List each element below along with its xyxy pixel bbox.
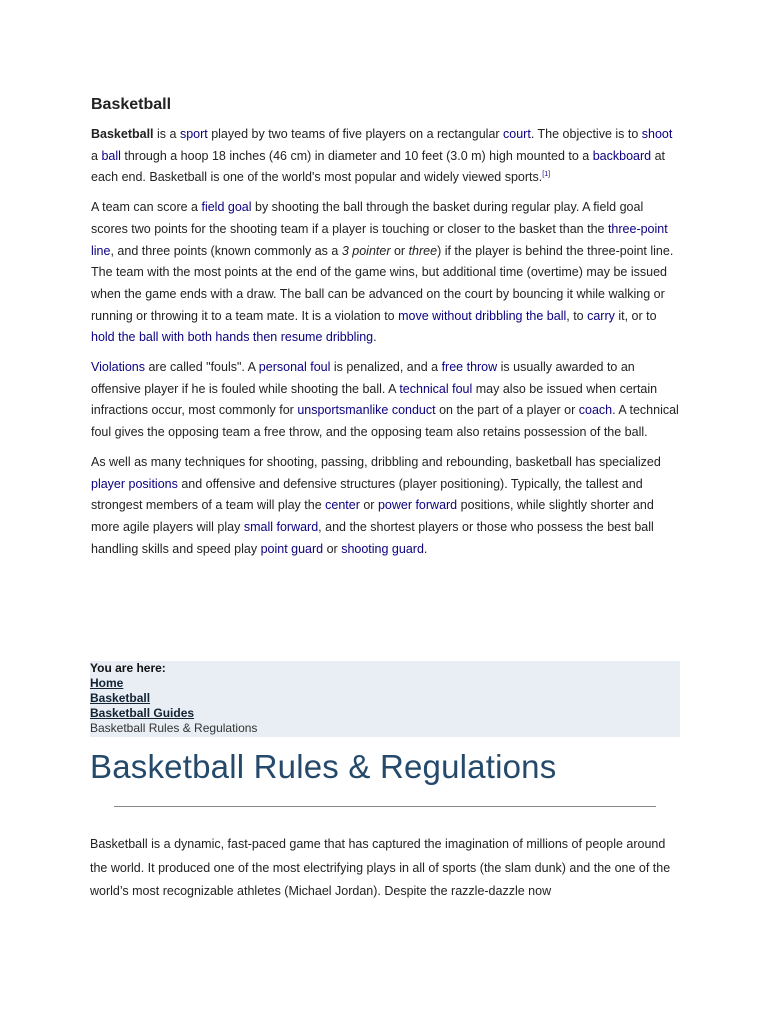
link-sport[interactable]: sport <box>179 127 208 141</box>
link-backboard[interactable]: backboard <box>592 148 652 163</box>
link-shooting-guard[interactable]: shooting guard <box>341 541 424 556</box>
link-three-point-line[interactable]: three-point line <box>91 221 668 258</box>
paragraph-fouls <box>91 357 681 444</box>
italic-term: 3 pointer <box>341 243 391 258</box>
link-court[interactable]: court <box>503 127 531 141</box>
text: and offensive and defensive structures (player positioning). Typically, the tallest and strongest members of a team will play the <box>91 476 643 513</box>
text: on the part of a player or <box>435 403 579 418</box>
link-carry[interactable]: carry <box>587 308 615 323</box>
link-power-forward[interactable]: power forward <box>377 498 458 513</box>
text: ) if the player is behind the three-point line. The team with the most points at the end of the game wins, but additional time (overtime) may be issued when the game ends with a draw. The ball can be advanced on the court by bouncing it while walking or running or throwing it to a team mate. It is a violation to <box>91 243 674 323</box>
text: , and three points (known commonly as a <box>110 243 342 258</box>
text: A team can score a <box>91 200 202 215</box>
breadcrumb-home-link[interactable]: Home <box>90 676 124 690</box>
breadcrumb-label: You are here: <box>90 661 166 675</box>
title-divider <box>114 806 656 807</box>
link-field-goal[interactable]: field goal <box>201 200 252 215</box>
link-shoot[interactable]: shoot <box>641 127 673 141</box>
text: or <box>359 498 378 513</box>
breadcrumb-guides-link[interactable]: Basketball Guides <box>90 706 195 720</box>
text: is a <box>153 127 180 141</box>
text: . The objective is to <box>530 127 642 141</box>
text: may also be issued when certain infractions occur, most commonly for <box>91 381 658 418</box>
link-center[interactable]: center <box>325 498 360 513</box>
link-traveling[interactable]: move without dribbling the ball <box>398 308 567 323</box>
text: by shooting the ball through the basket during regular play. A field goal scores two points for the shooting team if a player is touching or closer to the basket than the <box>91 200 644 236</box>
link-unsportsmanlike-conduct[interactable]: unsportsmanlike conduct <box>297 403 436 418</box>
text: at each end. Basketball is one of the world's most popular and widely viewed sports. <box>91 148 665 185</box>
text: or <box>323 541 342 556</box>
paragraph-scoring <box>91 197 681 349</box>
italic-term: three <box>408 243 438 258</box>
link-coach[interactable]: coach <box>578 403 613 418</box>
link-player-positions[interactable]: player positions <box>91 476 178 491</box>
text: is penalized, and a <box>330 360 442 375</box>
text: a <box>91 148 102 163</box>
text: played by two teams of five players on a rectangular <box>207 127 504 141</box>
link-technical-foul[interactable]: technical foul <box>399 381 473 396</box>
text: is usually awarded to an offensive player if he is fouled while shooting the ball. A <box>91 360 635 396</box>
text: . A technical foul gives the opposing team a free throw, and the opposing team also retains possession of the ball. <box>91 403 679 440</box>
link-free-throw[interactable]: free throw <box>441 360 498 375</box>
link-ball[interactable]: ball <box>101 148 121 163</box>
link-point-guard[interactable]: point guard <box>260 541 324 556</box>
link-small-forward[interactable]: small forward <box>243 519 319 534</box>
link-double-dribble[interactable]: hold the ball with both hands then resume dribbling <box>91 330 374 345</box>
text: , and the shortest players or those who possess the best ball handling skills and speed play <box>91 519 654 556</box>
reference-link[interactable]: [1] <box>542 171 551 179</box>
breadcrumb-current: Basketball Rules & Regulations <box>90 721 258 735</box>
paragraph-positions <box>91 452 681 561</box>
text: As well as many techniques for shooting, passing, dribbling and rebounding, basketball has specialized <box>91 454 661 469</box>
text: it, or to <box>614 308 657 323</box>
text: through a hoop 18 inches (46 cm) in diameter and 10 feet (3.0 m) high mounted to a <box>120 148 593 163</box>
text: . <box>423 541 428 556</box>
text: positions, while slightly shorter and more agile players will play <box>91 498 654 534</box>
breadcrumb <box>90 661 680 737</box>
bold-term: Basketball <box>91 127 154 141</box>
text: . <box>373 330 377 345</box>
paragraph-intro <box>91 124 681 189</box>
link-personal-foul[interactable]: personal foul <box>258 360 331 375</box>
section-heading: Basketball <box>91 96 172 113</box>
wiki-extract <box>91 96 681 568</box>
page-title: Basketball Rules & Regulations <box>90 748 557 785</box>
breadcrumb-basketball-link[interactable]: Basketball <box>90 691 151 705</box>
article-intro: Basketball is a dynamic, fast-paced game that has captured the imagination of millions of people around the world. It produced one of the most electrifying plays in all of sports (the slam dunk) and the one of the world’s most recognizable athletes (Michael Jordan). Despite the razzle-dazzle now <box>90 837 671 898</box>
link-violations[interactable]: Violations <box>91 360 145 375</box>
text: or <box>390 243 409 258</box>
text: , to <box>566 308 588 323</box>
text: are called "fouls". A <box>144 360 259 375</box>
